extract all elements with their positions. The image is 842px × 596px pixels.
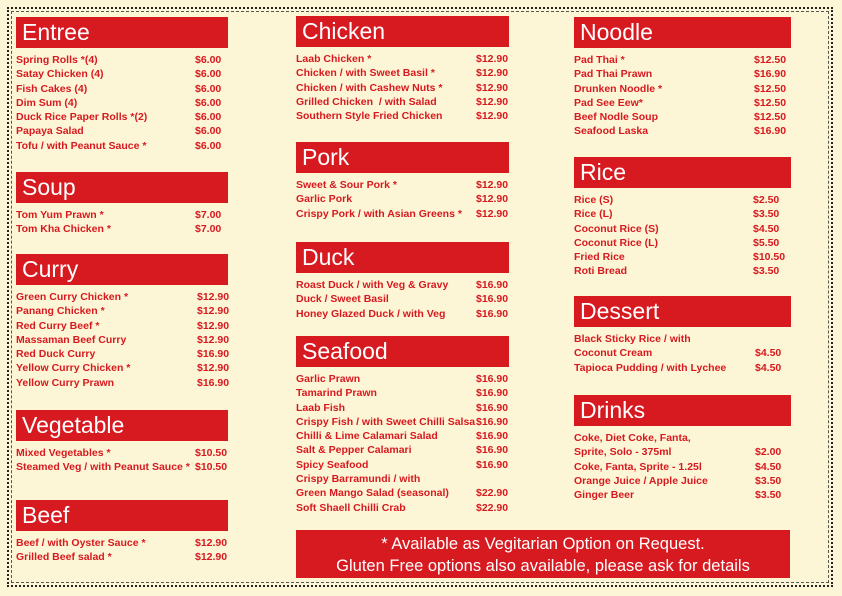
- menu-item-name: Salt & Pepper Calamari: [296, 444, 412, 457]
- menu-item-name: Panang Chicken *: [16, 305, 105, 318]
- menu-item: [16, 446, 228, 460]
- menu-items: [16, 536, 228, 565]
- section-soup: [16, 172, 228, 237]
- menu-item: [574, 193, 791, 207]
- menu-item-price: $4.50: [755, 361, 782, 374]
- section-title: Rice: [574, 157, 791, 188]
- menu-item-price: $16.90: [476, 293, 509, 306]
- menu-item: [296, 192, 509, 206]
- menu-item: [16, 96, 228, 110]
- menu-item-price: $10.50: [195, 461, 228, 474]
- menu-item-name: Roast Duck / with Veg & Gravy: [296, 279, 449, 291]
- menu-item-name: Garlic Pork: [296, 193, 353, 206]
- menu-item-price: $16.90: [476, 373, 509, 385]
- menu-item-price: $16.90: [476, 387, 509, 400]
- menu-item-price: $2.50: [753, 194, 780, 206]
- menu-item: [574, 96, 791, 110]
- menu-item-price: $12.90: [197, 305, 230, 318]
- menu-item-name: Papaya Salad: [16, 125, 84, 138]
- menu-items: [296, 372, 509, 515]
- menu-item-price: $6.00: [195, 139, 222, 152]
- menu-item: [574, 53, 791, 67]
- menu-item: [296, 486, 509, 500]
- menu-items: [296, 278, 509, 321]
- menu-item-name: Red Curry Beef *: [16, 319, 100, 332]
- menu-item-price: $12.90: [476, 67, 509, 80]
- menu-item: [16, 53, 228, 67]
- menu-item-price: $7.00: [195, 223, 222, 236]
- menu-item: [296, 458, 509, 472]
- menu-item-name: Coconut Rice (L): [574, 236, 658, 249]
- menu-item-price: $3.50: [755, 489, 782, 502]
- menu-item-price: $12.90: [197, 362, 230, 375]
- menu-item: [574, 460, 791, 474]
- menu-item-name: Spicy Seafood: [296, 458, 369, 471]
- menu-item: [296, 207, 509, 221]
- menu-item-price: $12.90: [197, 319, 230, 332]
- menu-item-name: Sweet & Sour Pork *: [296, 179, 397, 191]
- menu-item-name: Soft Shaell Chilli Crab: [296, 501, 406, 514]
- section-title: Duck: [296, 242, 509, 273]
- menu-item-price: $12.90: [197, 291, 230, 303]
- menu-item-name: Rice (L): [574, 208, 613, 221]
- menu-item: [574, 445, 791, 459]
- menu-item-name: Pad Thai *: [574, 54, 625, 66]
- menu-item-price: $12.50: [754, 54, 787, 66]
- menu-item-price: $12.50: [754, 82, 787, 95]
- menu-item-name: Crispy Pork / with Asian Greens *: [296, 207, 462, 220]
- menu-item-name: Yellow Curry Prawn: [16, 376, 115, 389]
- menu-item-price: $12.90: [476, 207, 509, 220]
- section-duck: [296, 242, 509, 321]
- menu-item-name: Duck / Sweet Basil: [296, 293, 389, 306]
- menu-item-name: Fried Rice: [574, 251, 625, 264]
- section-vegetable: [16, 410, 228, 475]
- menu-item-name: Garlic Prawn: [296, 373, 361, 385]
- menu-item-name: Tom Yum Prawn *: [16, 209, 104, 221]
- menu-item: [296, 307, 509, 321]
- menu-item: [574, 110, 791, 124]
- menu-item: [574, 207, 791, 221]
- menu-item-name: Pad See Eew*: [574, 96, 643, 109]
- menu-item-price: $6.00: [195, 111, 222, 124]
- menu-item-price: $3.50: [753, 208, 780, 221]
- menu-item-price: $2.00: [755, 446, 782, 459]
- menu-item: [574, 361, 791, 375]
- menu-items: [574, 431, 791, 502]
- menu-items: [296, 52, 509, 123]
- section-rice: [574, 157, 791, 279]
- menu-item-name: Yellow Curry Chicken *: [16, 362, 131, 375]
- menu-item: [296, 52, 509, 66]
- menu-item: [16, 333, 228, 347]
- menu-item-name: Tofu / with Peanut Sauce *: [16, 139, 147, 152]
- section-title: Seafood: [296, 336, 509, 367]
- section-noodle: [574, 17, 791, 139]
- menu-item-price: $6.00: [195, 96, 222, 109]
- menu-item-price: $22.90: [476, 501, 509, 514]
- menu-item-name: Coke, Diet Coke, Fanta,: [574, 432, 691, 444]
- menu-item-name: Orange Juice / Apple Juice: [574, 474, 708, 487]
- section-dessert: [574, 296, 791, 375]
- menu-item-name: Tamarind Prawn: [296, 387, 377, 400]
- menu-item: [296, 66, 509, 80]
- menu-item-price: $12.90: [476, 53, 509, 65]
- menu-item-price: $12.90: [476, 179, 509, 191]
- menu-item-name: Crispy Fish / with Sweet Chilli Salsa: [296, 415, 476, 428]
- menu-item-price: $10.50: [753, 251, 786, 264]
- menu-item: [16, 139, 228, 153]
- menu-item: [296, 372, 509, 386]
- menu-item: [16, 550, 228, 564]
- menu-item-price: $3.50: [755, 474, 782, 487]
- menu-item: [16, 222, 228, 236]
- menu-item: [574, 236, 791, 250]
- menu-item: [574, 431, 791, 445]
- menu-item: [296, 109, 509, 123]
- menu-item-name: Chicken / with Sweet Basil *: [296, 67, 435, 80]
- menu-item-price: $16.90: [476, 279, 509, 291]
- menu-item-name: Laab Fish: [296, 401, 346, 414]
- menu-item-name: Tapioca Pudding / with Lychee: [574, 361, 727, 374]
- menu-items: [574, 332, 791, 375]
- menu-item-name: Red Duck Curry: [16, 348, 96, 361]
- menu-item-name: Fish Cakes (4): [16, 82, 88, 95]
- menu-item: [16, 319, 228, 333]
- menu-item-name: Seafood Laska: [574, 125, 649, 138]
- menu-item-name: Green Mango Salad (seasonal): [296, 487, 449, 500]
- menu-item-price: $6.00: [195, 82, 222, 95]
- menu-item: [574, 67, 791, 81]
- menu-item-name: Beef Nodle Soup: [574, 111, 659, 124]
- menu-item: [296, 401, 509, 415]
- menu-item-price: $7.00: [195, 209, 222, 221]
- menu-item-name: Green Curry Chicken *: [16, 291, 129, 303]
- menu-item: [16, 376, 228, 390]
- menu-item-price: $16.90: [476, 401, 509, 414]
- menu-items: [16, 290, 228, 390]
- section-curry: [16, 254, 228, 390]
- menu-items: [574, 193, 791, 279]
- menu-item-name: Satay Chicken (4): [16, 68, 104, 81]
- menu-item-name: Spring Rolls *(4): [16, 54, 98, 66]
- menu-item-price: $10.50: [195, 447, 228, 459]
- menu-item-name: Southern Style Fried Chicken: [296, 110, 443, 123]
- menu-items: [16, 446, 228, 475]
- menu-item-price: $6.00: [195, 54, 222, 66]
- menu-item: [574, 124, 791, 138]
- menu-item-price: $16.90: [197, 376, 230, 389]
- menu-item: [574, 346, 791, 360]
- menu-item: [296, 178, 509, 192]
- menu-item-price: $12.90: [476, 81, 509, 94]
- section-title: Vegetable: [16, 410, 228, 441]
- menu-item-price: $12.50: [754, 111, 787, 124]
- menu-item: [296, 415, 509, 429]
- footer-note-line1: * Available as Vegitarian Option on Request.: [381, 535, 705, 553]
- section-entree: [16, 17, 228, 153]
- section-drinks: [574, 395, 791, 502]
- menu-item-price: $5.50: [753, 236, 780, 249]
- menu-item-name: Sprite, Solo - 375ml: [574, 446, 672, 459]
- menu-item-price: $12.90: [195, 537, 228, 549]
- menu-item: [16, 290, 228, 304]
- menu-item-name: Crispy Barramundi / with: [296, 473, 421, 486]
- menu-item-name: Rice (S): [574, 194, 614, 206]
- menu-item-name: Chilli & Lime Calamari Salad: [296, 430, 438, 443]
- menu-item-price: $16.90: [197, 348, 230, 361]
- menu-item: [296, 278, 509, 292]
- menu-item-name: Drunken Noodle *: [574, 82, 663, 95]
- menu-item-price: $16.90: [476, 430, 509, 443]
- section-chicken: [296, 16, 509, 123]
- menu-item: [574, 250, 791, 264]
- menu-item-price: $4.50: [753, 222, 780, 235]
- menu-item: [16, 460, 228, 474]
- menu-item-name: Steamed Veg / with Peanut Sauce *: [16, 461, 190, 474]
- menu-item: [16, 208, 228, 222]
- menu-items: [16, 208, 228, 237]
- section-title: Chicken: [296, 16, 509, 47]
- menu-item-name: Coke, Fanta, Sprite - 1.25l: [574, 460, 702, 473]
- menu-item-price: $3.50: [753, 265, 780, 278]
- menu-item: [296, 443, 509, 457]
- menu-item: [296, 429, 509, 443]
- menu-item: [16, 67, 228, 81]
- section-title: Pork: [296, 142, 509, 173]
- section-title: Curry: [16, 254, 228, 285]
- menu-item: [296, 292, 509, 306]
- menu-item: [16, 536, 228, 550]
- menu-item: [16, 124, 228, 138]
- menu-item-name: Pad Thai Prawn: [574, 68, 653, 81]
- menu-item-name: Honey Glazed Duck / with Veg: [296, 307, 446, 320]
- menu-item-name: Black Sticky Rice / with: [574, 333, 691, 345]
- menu-items: [574, 53, 791, 139]
- menu-item-name: Coconut Rice (S): [574, 222, 659, 235]
- menu-item-name: Tom Kha Chicken *: [16, 223, 111, 236]
- menu-item: [296, 81, 509, 95]
- menu-item: [296, 472, 509, 486]
- menu-item: [16, 304, 228, 318]
- menu-item: [574, 82, 791, 96]
- menu-item: [574, 488, 791, 502]
- menu-item-price: $4.50: [755, 347, 782, 360]
- menu-item-price: $4.50: [755, 460, 782, 473]
- menu-item-name: Coconut Cream: [574, 347, 653, 360]
- menu-item: [296, 386, 509, 400]
- menu-item-name: Roti Bread: [574, 265, 628, 278]
- menu-item-price: $16.90: [754, 125, 787, 138]
- menu-item-price: $16.90: [476, 415, 509, 428]
- section-title: Noodle: [574, 17, 791, 48]
- menu-item-name: Mixed Vegetables *: [16, 447, 111, 459]
- menu-item-name: Duck Rice Paper Rolls *(2): [16, 111, 148, 124]
- menu-item-name: Grilled Beef salad *: [16, 551, 112, 564]
- menu-item-price: $16.90: [476, 458, 509, 471]
- menu-item-price: $12.50: [754, 96, 787, 109]
- section-title: Soup: [16, 172, 228, 203]
- section-seafood: [296, 336, 509, 515]
- menu-item-price: $16.90: [476, 307, 509, 320]
- menu-item: [16, 82, 228, 96]
- menu-item-name: Grilled Chicken / with Salad: [296, 95, 437, 108]
- section-title: Entree: [16, 17, 228, 48]
- footer-note: [296, 530, 790, 578]
- section-beef: [16, 500, 228, 565]
- menu-item-price: $12.90: [476, 193, 509, 206]
- menu-item: [16, 361, 228, 375]
- menu-item: [16, 110, 228, 124]
- menu-item: [16, 347, 228, 361]
- section-pork: [296, 142, 509, 221]
- menu-item: [296, 95, 509, 109]
- menu-item: [574, 264, 791, 278]
- menu-items: [16, 53, 228, 153]
- menu-item-price: $12.90: [197, 333, 230, 346]
- menu-item: [574, 474, 791, 488]
- menu-item-name: Beef / with Oyster Sauce *: [16, 537, 146, 549]
- menu-item-price: $16.90: [754, 68, 787, 81]
- menu-item-name: Massaman Beef Curry: [16, 333, 127, 346]
- menu-item-name: Dim Sum (4): [16, 96, 78, 109]
- menu-item: [296, 501, 509, 515]
- footer-note-line2: Gluten Free options also available, please ask for details: [336, 557, 750, 575]
- menu-item-price: $12.90: [195, 551, 228, 564]
- menu-item-price: $6.00: [195, 125, 222, 138]
- section-title: Dessert: [574, 296, 791, 327]
- menu-item: [574, 222, 791, 236]
- menu-item-price: $12.90: [476, 95, 509, 108]
- menu-items: [296, 178, 509, 221]
- menu-item-price: $22.90: [476, 487, 509, 500]
- section-title: Drinks: [574, 395, 791, 426]
- menu-item-name: Chicken / with Cashew Nuts *: [296, 81, 443, 94]
- menu-item-price: $12.90: [476, 110, 509, 123]
- menu-item-name: Laab Chicken *: [296, 53, 372, 65]
- menu-item-price: $6.00: [195, 68, 222, 81]
- section-title: Beef: [16, 500, 228, 531]
- menu-item-name: Ginger Beer: [574, 489, 635, 502]
- menu-item-price: $16.90: [476, 444, 509, 457]
- menu-item: [574, 332, 791, 346]
